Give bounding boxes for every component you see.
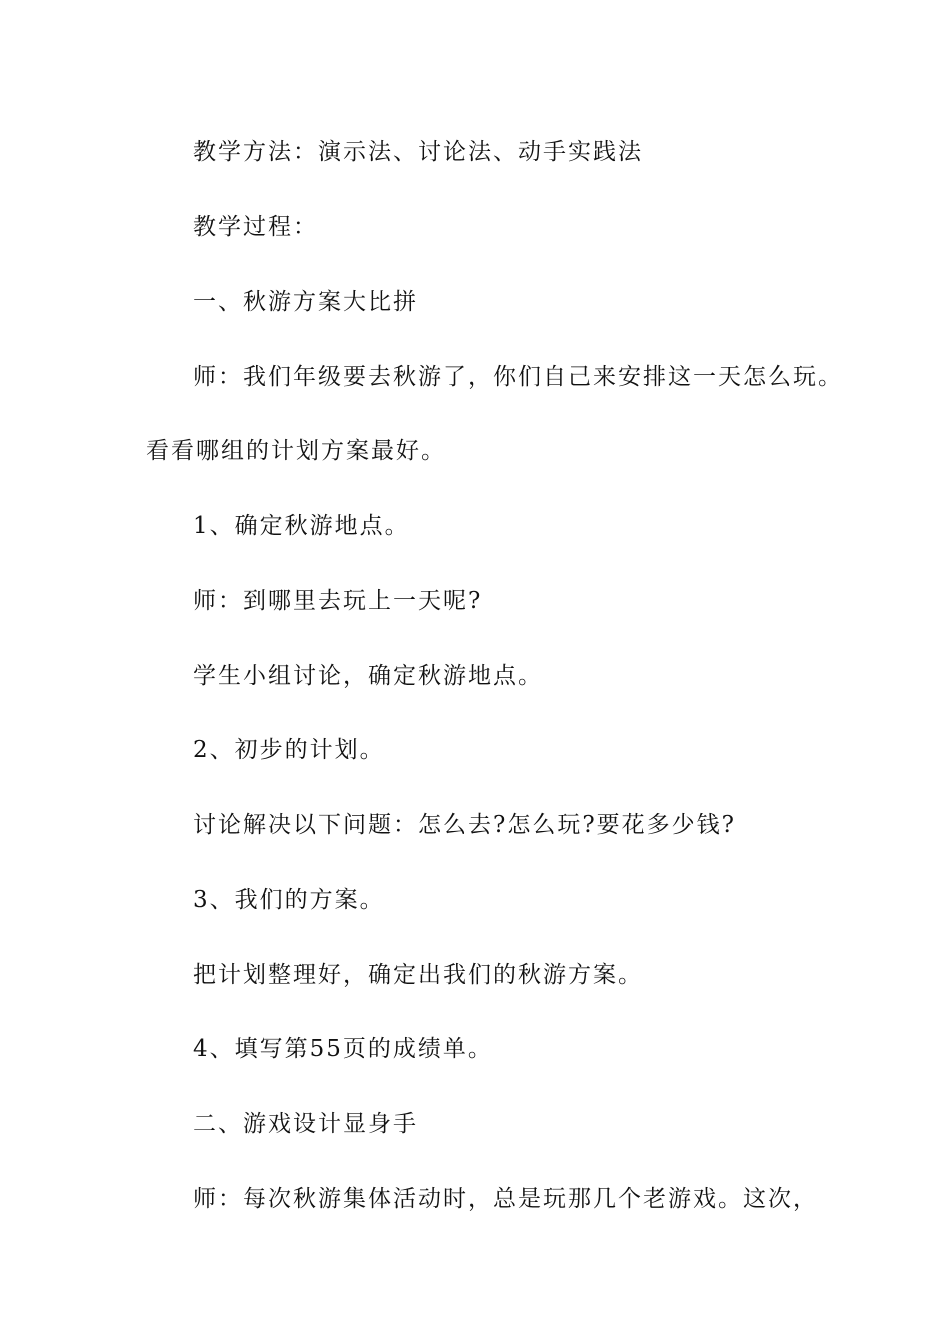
section-one-heading: 一、秋游方案大比拼 bbox=[193, 289, 418, 315]
discussion-questions-line: 讨论解决以下问题：怎么去?怎么玩?要花多少钱? bbox=[193, 812, 736, 838]
teacher-question-line: 师：到哪里去玩上一天呢? bbox=[193, 588, 483, 614]
step-two-heading: 2、初步的计划。 bbox=[193, 737, 385, 763]
teacher-intro-line: 师：我们年级要去秋游了，你们自己来安排这一天怎么玩。 bbox=[193, 364, 843, 390]
step-one-heading: 1、确定秋游地点。 bbox=[193, 513, 410, 539]
section-two-heading: 二、游戏设计显身手 bbox=[193, 1111, 418, 1137]
step-three-heading: 3、我们的方案。 bbox=[193, 887, 385, 913]
step-four-heading: 4、填写第55页的成绩单。 bbox=[193, 1036, 493, 1062]
teaching-process-heading: 教学过程： bbox=[193, 214, 318, 240]
plan-organize-line: 把计划整理好，确定出我们的秋游方案。 bbox=[193, 962, 643, 988]
student-discussion-line: 学生小组讨论，确定秋游地点。 bbox=[193, 663, 543, 689]
teacher-games-line: 师：每次秋游集体活动时，总是玩那几个老游戏。这次， bbox=[193, 1186, 818, 1212]
teaching-methods-line: 教学方法：演示法、讨论法、动手实践法 bbox=[193, 139, 643, 165]
teacher-intro-continuation: 看看哪组的计划方案最好。 bbox=[146, 438, 446, 464]
